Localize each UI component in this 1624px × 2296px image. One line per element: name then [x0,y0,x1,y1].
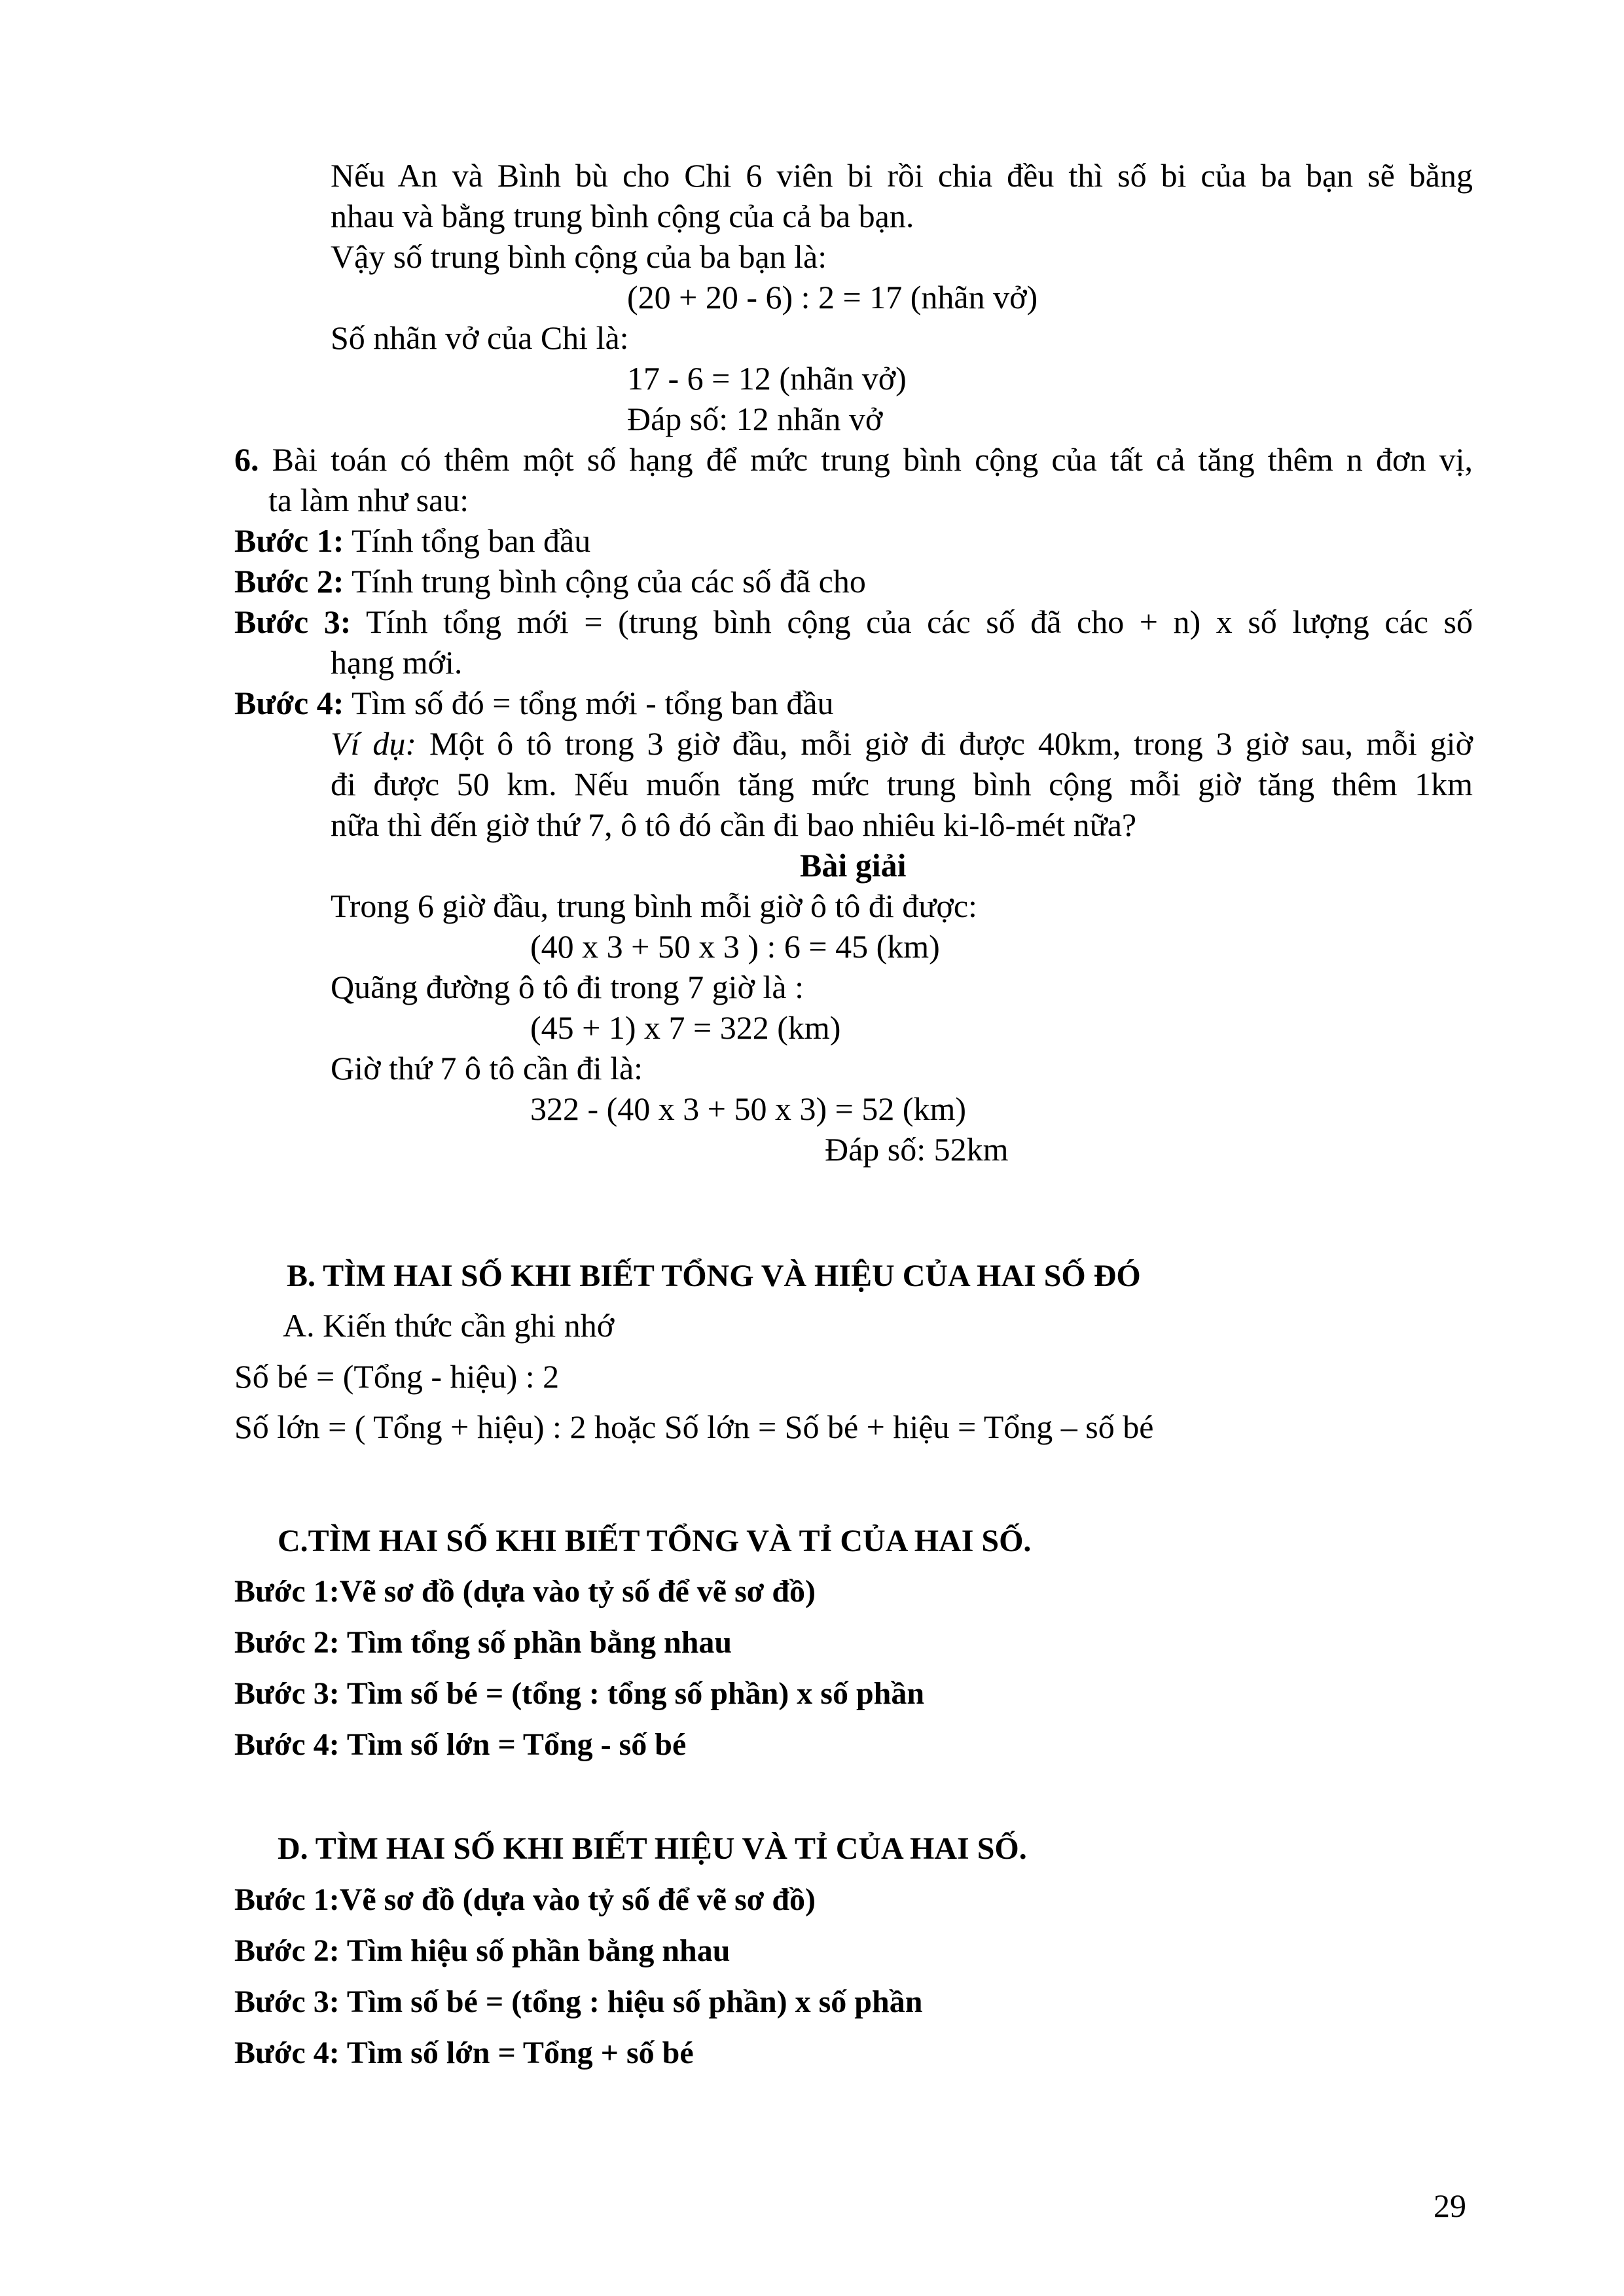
step-label: Bước 1: [234,522,344,559]
calc-label: Số nhãn vở của Chi là: [331,319,629,356]
rule-number: 6. [234,441,259,478]
section-d-title: D. TÌM HAI SỐ KHI BIẾT HIỆU VÀ TỈ CỦA HAI SỐ. [278,1831,1027,1866]
example-label: Ví dụ: [331,725,417,762]
rule6-line: ta làm như sau: [268,482,469,518]
calc-line: 17 - 6 = 12 (nhãn vở) [627,360,907,397]
step-line [234,683,834,723]
step-line: Bước 1:Vẽ sơ đồ (dựa vào tỷ số để vẽ sơ đồ) [234,1574,816,1609]
step-text: Tính tổng mới = (trung bình cộng của các số đã cho + n) x số lượng các số [366,603,1473,640]
section-b-title: B. TÌM HAI SỐ KHI BIẾT TỔNG VÀ HIỆU CỦA HAI SỐ ĐÓ [287,1259,1141,1293]
calc-line: (40 x 3 + 50 x 3 ) : 6 = 45 (km) [530,928,940,965]
example-line: nữa thì đến giờ thứ 7, ô tô đó cần đi bao nhiêu ki-lô-mét nữa? [331,806,1137,843]
step-line: Bước 3: Tìm số bé = (tổng : hiệu số phần) x số phần [234,1984,923,2019]
answer-line: Đáp số: 12 nhãn vở [627,401,883,437]
calc-label: Quãng đường ô tô đi trong 7 giờ là : [331,969,804,1005]
calc-line: (45 + 1) x 7 = 322 (km) [530,1009,841,1046]
step-label: Bước 4: [234,685,344,721]
step-line: Bước 3: Tìm số bé = (tổng : tổng số phần) x số phần [234,1676,925,1711]
step-label: Bước 2: [234,563,344,600]
calc-label: Giờ thứ 7 ô tô cần đi là: [331,1050,643,1086]
formula-line: Số bé = (Tổng - hiệu) : 2 [234,1358,560,1395]
calc-line: (20 + 20 - 6) : 2 = 17 (nhãn vở) [627,279,1038,315]
paragraph-line: Nếu An và Bình bù cho Chi 6 viên bi rồi chia đều thì số bi của ba bạn sẽ bằng [331,157,1473,194]
step-line-cont: hạng mới. [331,644,463,681]
step-line: Bước 4: Tìm số lớn = Tổng - số bé [234,1727,687,1762]
calc-label: Trong 6 giờ đầu, trung bình mỗi giờ ô tô đi được: [331,888,977,924]
step-line: Bước 1:Vẽ sơ đồ (dựa vào tỷ số để vẽ sơ đồ) [234,1882,816,1917]
step-line: Bước 4: Tìm số lớn = Tổng + số bé [234,2036,694,2070]
step-text: Tính tổng ban đầu [352,522,591,559]
step-line [234,521,590,560]
step-line [234,562,866,601]
solution-title: Bài giải [800,847,907,884]
step-line: Bước 2: Tìm hiệu số phần bằng nhau [234,1933,731,1968]
answer-line: Đáp số: 52km [825,1131,1009,1168]
step-line: Bước 2: Tìm tổng số phần bằng nhau [234,1625,732,1660]
step-line [234,602,1473,641]
example-line: đi được 50 km. Nếu muốn tăng mức trung bình cộng mỗi giờ tăng thêm 1km [331,766,1473,802]
formula-line: Số lớn = ( Tổng + hiệu) : 2 hoặc Số lớn = Số bé + hiệu = Tổng – số bé [234,1408,1154,1445]
step-label: Bước 3: [234,603,352,640]
calc-line: 322 - (40 x 3 + 50 x 3) = 52 (km) [530,1090,967,1127]
step-text: Tìm số đó = tổng mới - tổng ban đầu [352,685,834,721]
section-b-subtitle: A. Kiến thức cần ghi nhớ [283,1307,615,1344]
step-text: Tính trung bình cộng của các số đã cho [352,563,866,600]
rule6-text: Bài toán có thêm một số hạng để mức trung bình cộng của tất cả tăng thêm n đơn vị, [272,441,1473,478]
example-text: Một ô tô trong 3 giờ đầu, mỗi giờ đi được 40km, trong 3 giờ sau, mỗi giờ [429,725,1473,762]
section-c-title: C.TÌM HAI SỐ KHI BIẾT TỔNG VÀ TỈ CỦA HAI SỐ. [278,1524,1032,1558]
page-number: 29 [1434,2187,1466,2224]
rule6-line [234,440,1473,479]
paragraph-line: nhau và bằng trung bình cộng của cả ba bạn. [331,198,914,234]
calc-label: Vậy số trung bình cộng của ba bạn là: [331,238,827,275]
example-line [331,724,1473,763]
